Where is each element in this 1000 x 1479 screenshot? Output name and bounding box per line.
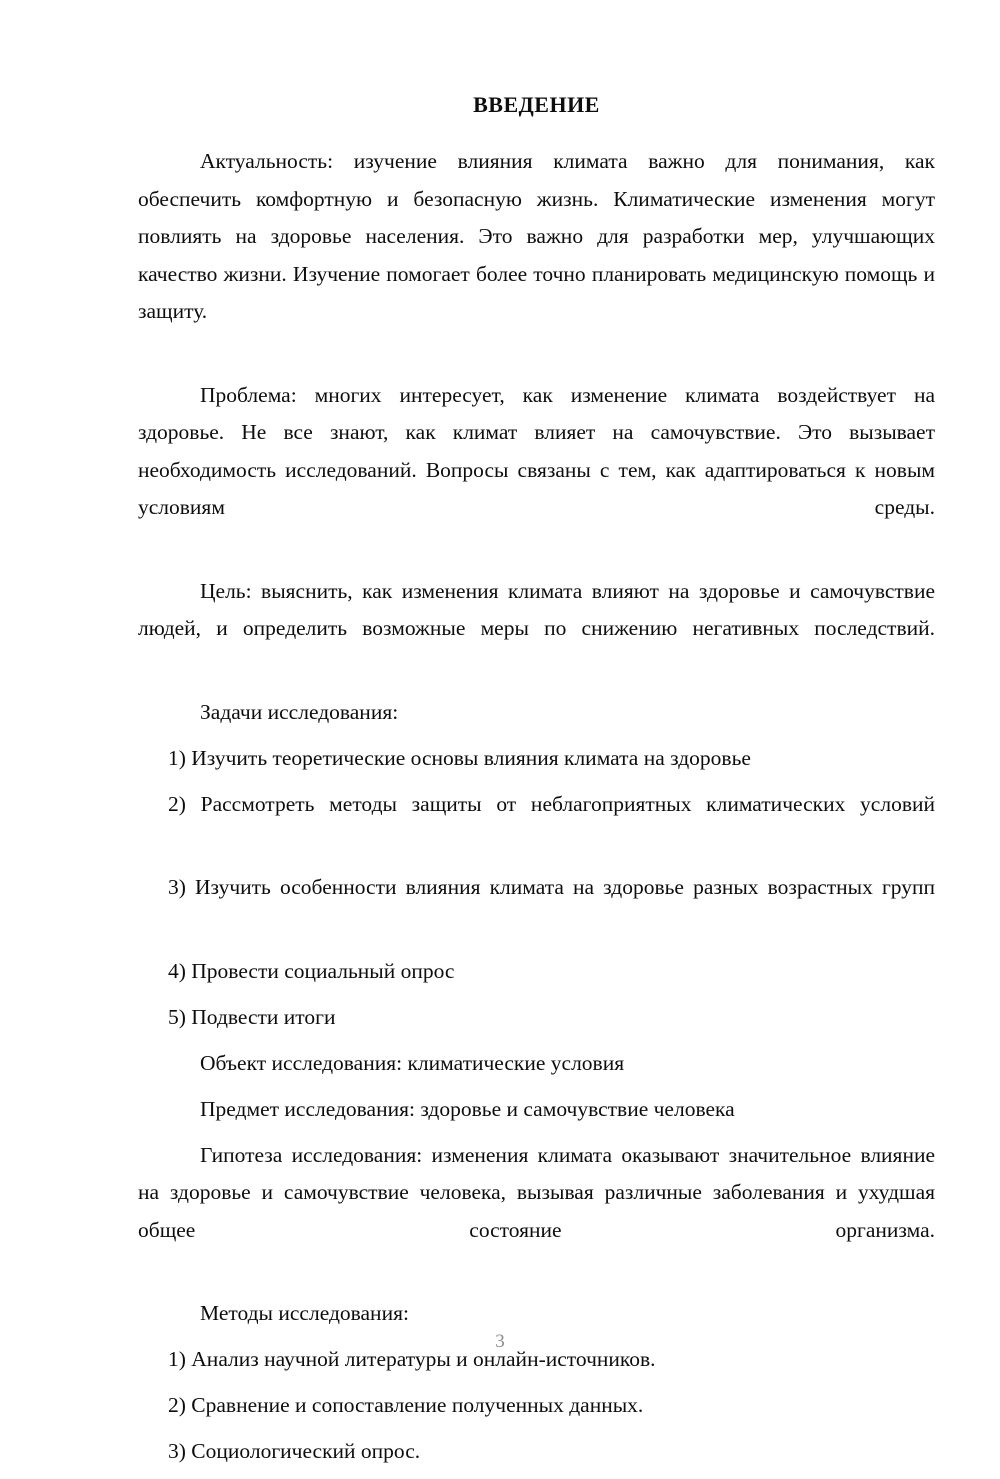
paragraph-relevance: Актуальность: изучение влияния климата важно для понимания, как обеспечить комфортную и безопасную жизнь. Климатические изменения могут повлиять на здоровье населения. Это важно для разработки мер, улучшающих качество жизни. Изучение помогает более точно планировать медицинскую помощь и защиту. xyxy=(138,149,935,324)
document-body xyxy=(138,92,935,1479)
paragraph-goal: Цель: выяснить, как изменения климата влияют на здоровье и самочувствие людей, и определить возможные меры по снижению негативных последствий. xyxy=(138,578,935,641)
method-item-3: 3) Социологический опрос. xyxy=(168,1439,421,1464)
method-item-1: 1) Анализ научной литературы и онлайн-источников. xyxy=(168,1347,656,1372)
task-item-2: 2) Рассмотреть методы защиты от неблагоприятных климатических условий xyxy=(168,791,935,816)
task-item-3: 3) Изучить особенности влияния климата на здоровье разных возрастных групп xyxy=(168,875,935,900)
task-item-1: 1) Изучить теоретические основы влияния климата на здоровье xyxy=(168,745,751,770)
research-object: Объект исследования: климатические условия xyxy=(200,1050,625,1075)
task-item-4: 4) Провести социальный опрос xyxy=(168,958,455,983)
method-item-2: 2) Сравнение и сопоставление полученных данных. xyxy=(168,1393,644,1418)
page-number: 3 xyxy=(495,1331,505,1352)
paragraph-problem: Проблема: многих интересует, как изменение климата воздействует на здоровье. Не все знают, как климат влияет на самочувствие. Это вызывает необходимость исследований. Вопросы связаны с тем, как адаптироваться к новым условиям среды. xyxy=(138,382,935,520)
task-item-5: 5) Подвести итоги xyxy=(168,1004,336,1029)
heading-research-tasks: Задачи исследования: xyxy=(200,699,399,724)
research-subject: Предмет исследования: здоровье и самочувствие человека xyxy=(200,1096,735,1121)
paragraph-hypothesis: Гипотеза исследования: изменения климата оказывают значительное влияние на здоровье и самочувствие человека, вызывая различные заболевания и ухудшая общее состояние организма. xyxy=(138,1142,935,1242)
page-title: ВВЕДЕНИЕ xyxy=(473,92,600,117)
heading-research-methods: Методы исследования: xyxy=(200,1301,409,1326)
